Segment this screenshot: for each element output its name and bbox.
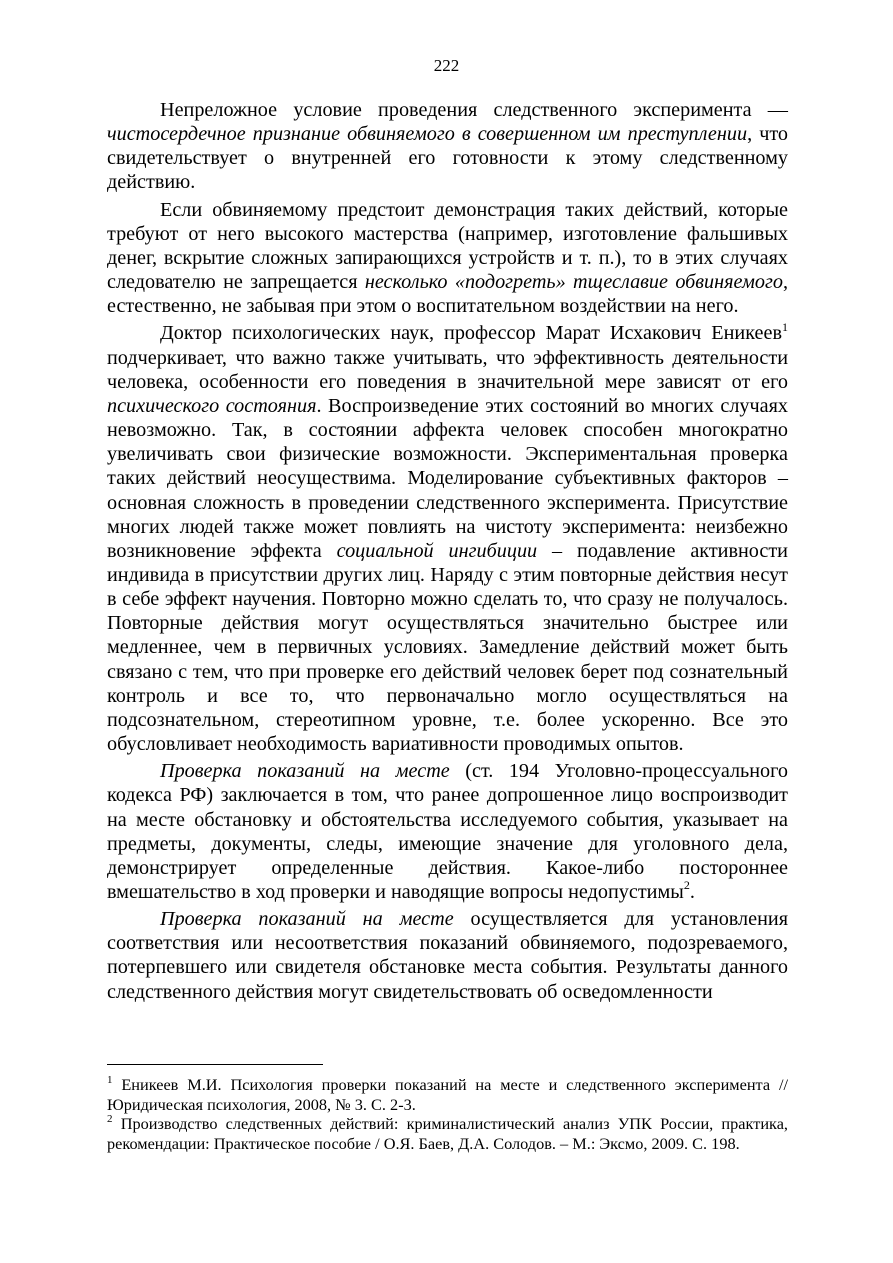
paragraph-1-emphasis: чистосердечное признание обвиняемого в совершенном им преступлении	[107, 123, 748, 146]
footnote-1	[107, 1075, 788, 1114]
page-number: 222	[433, 56, 460, 75]
paragraph-5	[107, 907, 788, 1004]
footnote-separator	[107, 1064, 323, 1065]
paragraph-3-text-d: . Воспроизведение этих состояний во многих случаях невозможно. Так, в состоянии аффекта человек способен многократно увеличивать свои физические возможности. Экспериментальная проверка таких действий неосуществима. Моделирование субъективных факторов – основная сложность в проведении следственного эксперимента. Присутствие многих людей также может повлиять на чистоту эксперимента: неизбежно возникновение эффекта	[107, 394, 788, 562]
paragraph-3-emphasis-1: психического состояния	[107, 394, 317, 417]
footnote-1-mark: 1	[107, 1073, 113, 1086]
footnote-ref-2[interactable]: 2	[683, 878, 690, 893]
paragraph-5-emphasis: Проверка показаний на месте	[160, 908, 454, 931]
paragraph-3-text-a: Доктор психологических наук, профессор Марат Исхакович Еникеев	[160, 322, 782, 345]
paragraph-4-text-c: .	[689, 881, 695, 903]
paragraph-2-text-a: Если обвиняемому предстоит демонстрация таких действий, которые требуют от него высокого мастерства (например, изготовление фальшивых денег, вскрытие сложных запирающихся устройств и т. п.), то в этих случаях следователю не запрещается	[107, 198, 788, 294]
paragraph-4-emphasis: Проверка показаний на месте	[160, 760, 450, 783]
paragraph-4-text-b: (ст. 194 Уголовно-процессуального кодекса РФ) заключается в том, что ранее допрошенное лицо воспроизводит на месте обстановку и обстоятельства исследуемого события, указывает на предметы, документы, следы, имеющие значение для уголовного дела, демонстрирует определенные действия. Какое-либо постороннее вмешательство в ход проверки и наводящие вопросы недопустимы	[107, 760, 789, 903]
paragraph-1-text-c: , что свидетельствует о внутренней его готовности к этому следственному действию.	[107, 123, 788, 194]
footnote-2	[107, 1114, 788, 1153]
paragraph-3-emphasis-2: социальной ингибиции	[336, 539, 538, 562]
footnote-ref-1[interactable]: 1	[782, 319, 788, 334]
paragraph-2	[107, 198, 788, 319]
footnotes	[107, 1075, 788, 1153]
paragraph-5-text-b: осуществляется для установления соответствия или несоответствия показаний обвиняемого, подозреваемого, потерпевшего или свидетеля обстановке места события. Результаты данного следственного действия могут свидетельствовать об осведомленности	[107, 908, 788, 1003]
paragraph-3	[107, 321, 788, 756]
paragraph-1-text-a: Непреложное условие проведения следственного эксперимента —	[160, 99, 788, 121]
main-text	[107, 98, 788, 1004]
footnote-2-mark: 2	[107, 1112, 113, 1125]
paragraph-3-text-f: – подавление активности индивида в присутствии других лиц. Наряду с этим повторные действия несут в себе эффект научения. Повторно можно сделать то, что сразу не получалось. Повторные действия могут осуществляться значительно быстрее или медленнее, чем в первичных условиях. Замедление действий может быть связано с тем, что при проверке его действий человек берет под сознательный контроль и все то, что первоначально могло осуществляться на подсознательном, стереотипном уровне, т.е. более ускоренно. Все это обусловливает необходимость вариативности проводимых опытов.	[107, 539, 788, 756]
paragraph-2-emphasis: несколько «подогреть» тщеславие обвиняемого	[364, 271, 783, 294]
paragraph-4	[107, 759, 788, 904]
paragraph-1	[107, 98, 788, 195]
footnote-1-text: Еникеев М.И. Психология проверки показаний на месте и следственного эксперимента // Юридическая психология, 2008, № 3. С. 2-3.	[107, 1075, 788, 1114]
footnote-2-text: Производство следственных действий: криминалистический анализ УПК России, практика, рекомендации: Практическое пособие / О.Я. Баев, Д.А. Солодов. – М.: Эксмо, 2009. С. 198.	[107, 1114, 788, 1153]
paragraph-2-text-c: , естественно, не забывая при этом о воспитательном воздействии на него.	[107, 271, 788, 318]
paragraph-3-text-b: подчеркивает, что важно также учитывать, что эффективность деятельности человека, особенности его поведения в значительной мере зависят от его	[107, 346, 788, 393]
